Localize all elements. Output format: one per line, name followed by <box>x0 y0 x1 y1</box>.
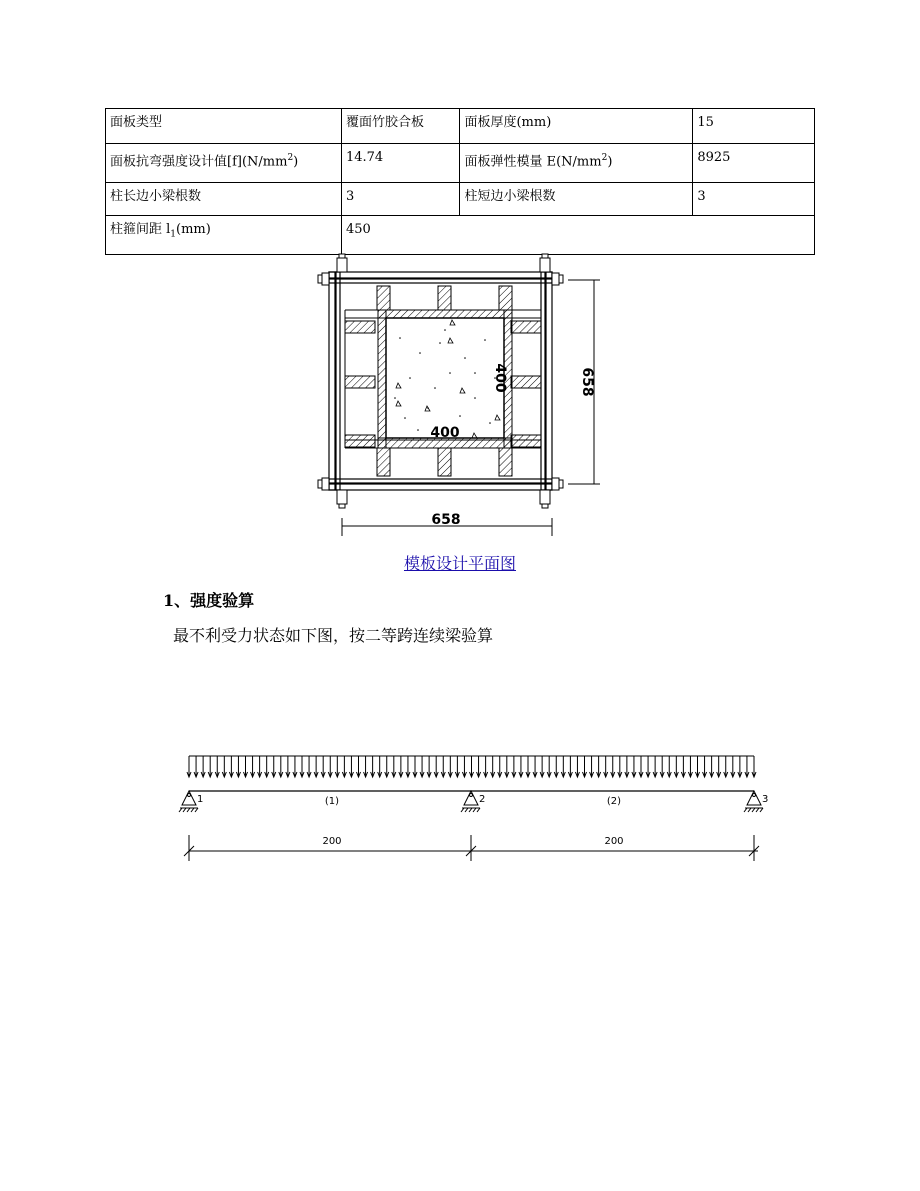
panel-type-label: 面板类型 <box>106 109 342 144</box>
long-side-beams-label: 柱长边小梁根数 <box>106 183 342 216</box>
node-label-2: 2 <box>479 794 486 805</box>
node-label-3: 3 <box>762 794 769 805</box>
short-side-beams-value: 3 <box>693 183 815 216</box>
panel-thickness-value: 15 <box>693 109 815 144</box>
outer-dim-horizontal-label: 658 <box>431 512 461 528</box>
parameter-table <box>105 108 815 255</box>
table-row <box>106 144 815 183</box>
span-dimension-lines <box>184 835 759 861</box>
bending-strength-label: 面板抗弯强度设计值$[f](N/mm^2)$ <box>106 144 342 183</box>
section-heading: 1、强度验算 <box>163 591 255 610</box>
outer-dim-vertical-label: 658 <box>579 367 595 397</box>
span-label-1: (1) <box>324 796 340 807</box>
span-length-2: 200 <box>604 836 624 847</box>
body-paragraph: 最不利受力状态如下图，按二等跨连续梁验算 <box>173 626 494 645</box>
formwork-plan-drawing <box>300 248 620 548</box>
supports <box>179 791 763 812</box>
long-side-beams-value: 3 <box>341 183 460 216</box>
bending-strength-value: 14.74 <box>341 144 460 183</box>
elastic-modulus-value: 8925 <box>693 144 815 183</box>
node-label-1: 1 <box>197 794 204 805</box>
table-row <box>106 109 815 144</box>
column-width-label: 400 <box>430 425 460 441</box>
figure-caption-link[interactable]: 模板设计平面图 <box>403 554 516 573</box>
distributed-load <box>187 756 756 777</box>
elastic-modulus-label: 面板弹性模量 $E(N/mm^2)$ <box>460 144 693 183</box>
continuous-beam-diagram <box>170 745 780 870</box>
column-height-label: 400 <box>492 363 508 393</box>
concrete-column <box>386 318 504 438</box>
panel-type-value: 覆面竹胶合板 <box>341 109 460 144</box>
hoop-spacing-label: 柱箍间距 $l_1(mm)$ <box>106 216 342 255</box>
panel-thickness-label: 面板厚度(mm) <box>460 109 693 144</box>
hoop-spacing-value: 450 <box>341 216 814 255</box>
span-label-2: (2) <box>606 796 622 807</box>
span-length-1: 200 <box>322 836 342 847</box>
table-row <box>106 183 815 216</box>
short-side-beams-label: 柱短边小梁根数 <box>460 183 693 216</box>
